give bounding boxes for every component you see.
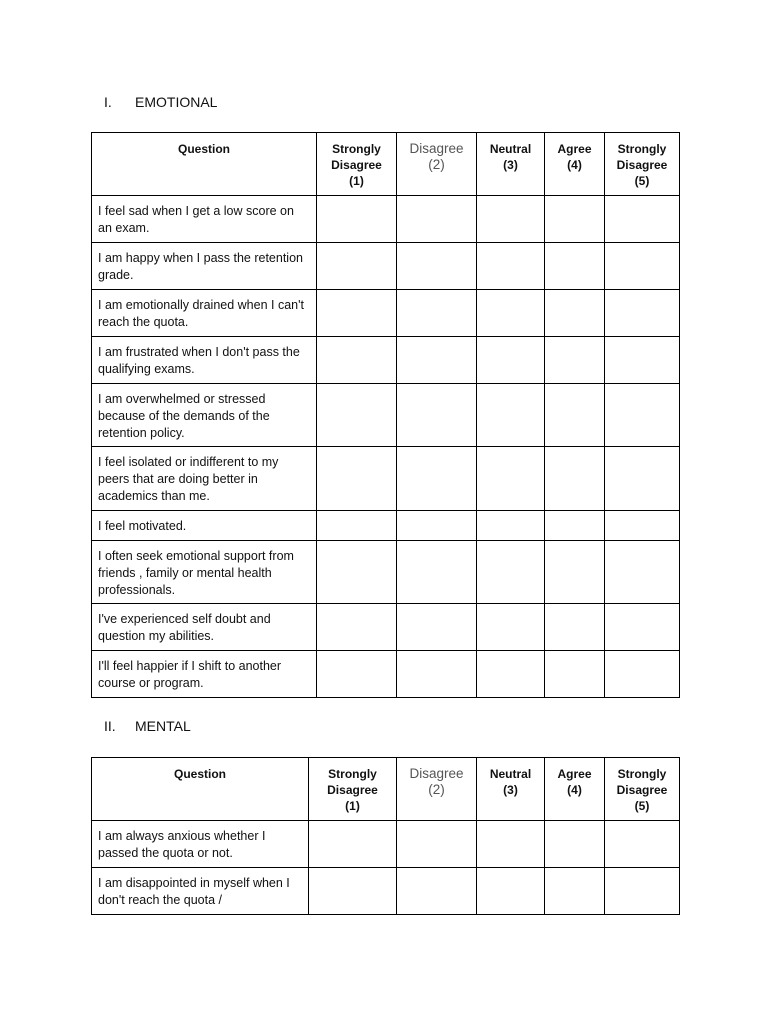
section-title: MENTAL bbox=[135, 718, 191, 734]
section-number: II. bbox=[104, 718, 116, 734]
response-cell-2[interactable] bbox=[397, 868, 477, 915]
response-cell-1[interactable] bbox=[317, 243, 397, 290]
table-row bbox=[92, 290, 680, 337]
response-cell-2[interactable] bbox=[397, 290, 477, 337]
strongly-disagree-1-header: Strongly Disagree (1) bbox=[309, 758, 397, 821]
table-row bbox=[92, 821, 680, 868]
response-cell-5[interactable] bbox=[605, 447, 680, 511]
strongly-disagree-5-header: Strongly Disagree (5) bbox=[605, 758, 680, 821]
response-cell-1[interactable] bbox=[317, 196, 397, 243]
table-row bbox=[92, 541, 680, 604]
response-cell-4[interactable] bbox=[545, 447, 605, 511]
table-row bbox=[92, 384, 680, 447]
response-cell-1[interactable] bbox=[317, 651, 397, 698]
agree-4-header: Agree (4) bbox=[545, 133, 605, 196]
response-cell-5[interactable] bbox=[605, 651, 680, 698]
response-cell-1[interactable] bbox=[309, 821, 397, 868]
response-cell-1[interactable] bbox=[309, 868, 397, 915]
question-text: I feel sad when I get a low score on an exam. bbox=[92, 196, 317, 243]
response-cell-4[interactable] bbox=[545, 651, 605, 698]
table-row bbox=[92, 651, 680, 698]
emotional-survey-table bbox=[91, 132, 680, 698]
response-cell-1[interactable] bbox=[317, 511, 397, 541]
response-cell-4[interactable] bbox=[545, 243, 605, 290]
response-cell-3[interactable] bbox=[477, 511, 545, 541]
response-cell-3[interactable] bbox=[477, 868, 545, 915]
response-cell-2[interactable] bbox=[397, 447, 477, 511]
response-cell-4[interactable] bbox=[545, 290, 605, 337]
strongly-disagree-1-header: Strongly Disagree (1) bbox=[317, 133, 397, 196]
disagree-2-header: Disagree (2) bbox=[397, 758, 477, 821]
question-column-header: Question bbox=[92, 133, 317, 196]
response-cell-2[interactable] bbox=[397, 384, 477, 447]
question-text: I am happy when I pass the retention grade. bbox=[92, 243, 317, 290]
response-cell-5[interactable] bbox=[605, 604, 680, 651]
response-cell-5[interactable] bbox=[605, 868, 680, 915]
response-cell-5[interactable] bbox=[605, 337, 680, 384]
response-cell-2[interactable] bbox=[397, 196, 477, 243]
response-cell-5[interactable] bbox=[605, 243, 680, 290]
neutral-3-header: Neutral (3) bbox=[477, 758, 545, 821]
response-cell-1[interactable] bbox=[317, 604, 397, 651]
response-cell-3[interactable] bbox=[477, 604, 545, 651]
response-cell-4[interactable] bbox=[545, 511, 605, 541]
response-cell-4[interactable] bbox=[545, 868, 605, 915]
response-cell-5[interactable] bbox=[605, 511, 680, 541]
section-heading-emotional bbox=[104, 94, 217, 110]
question-text: I often seek emotional support from friends , family or mental health professionals. bbox=[92, 541, 317, 604]
response-cell-5[interactable] bbox=[605, 384, 680, 447]
response-cell-3[interactable] bbox=[477, 541, 545, 604]
response-cell-4[interactable] bbox=[545, 821, 605, 868]
question-text: I am emotionally drained when I can't reach the quota. bbox=[92, 290, 317, 337]
response-cell-4[interactable] bbox=[545, 384, 605, 447]
response-cell-3[interactable] bbox=[477, 447, 545, 511]
response-cell-5[interactable] bbox=[605, 290, 680, 337]
disagree-2-header: Disagree (2) bbox=[397, 133, 477, 196]
table-row bbox=[92, 196, 680, 243]
table-row bbox=[92, 868, 680, 915]
mental-survey-table bbox=[91, 757, 680, 915]
section-number: I. bbox=[104, 94, 112, 110]
response-cell-4[interactable] bbox=[545, 196, 605, 243]
question-text: I feel motivated. bbox=[92, 511, 317, 541]
table-row bbox=[92, 604, 680, 651]
question-column-header: Question bbox=[92, 758, 309, 821]
response-cell-3[interactable] bbox=[477, 821, 545, 868]
response-cell-2[interactable] bbox=[397, 243, 477, 290]
response-cell-2[interactable] bbox=[397, 651, 477, 698]
table-header-row bbox=[92, 133, 680, 196]
table-row bbox=[92, 511, 680, 541]
response-cell-2[interactable] bbox=[397, 541, 477, 604]
response-cell-4[interactable] bbox=[545, 337, 605, 384]
response-cell-3[interactable] bbox=[477, 337, 545, 384]
response-cell-1[interactable] bbox=[317, 290, 397, 337]
response-cell-3[interactable] bbox=[477, 196, 545, 243]
response-cell-4[interactable] bbox=[545, 604, 605, 651]
response-cell-3[interactable] bbox=[477, 290, 545, 337]
response-cell-2[interactable] bbox=[397, 604, 477, 651]
response-cell-3[interactable] bbox=[477, 243, 545, 290]
question-text: I am frustrated when I don't pass the qualifying exams. bbox=[92, 337, 317, 384]
response-cell-2[interactable] bbox=[397, 337, 477, 384]
section-title: EMOTIONAL bbox=[135, 94, 218, 110]
response-cell-2[interactable] bbox=[397, 511, 477, 541]
question-text: I am always anxious whether I passed the quota or not. bbox=[92, 821, 309, 868]
response-cell-5[interactable] bbox=[605, 821, 680, 868]
question-text: I am disappointed in myself when I don't reach the quota / bbox=[92, 868, 309, 915]
response-cell-3[interactable] bbox=[477, 384, 545, 447]
response-cell-1[interactable] bbox=[317, 384, 397, 447]
response-cell-1[interactable] bbox=[317, 447, 397, 511]
response-cell-5[interactable] bbox=[605, 541, 680, 604]
section-heading-mental bbox=[104, 718, 191, 734]
table-header-row bbox=[92, 758, 680, 821]
response-cell-3[interactable] bbox=[477, 651, 545, 698]
question-text: I am overwhelmed or stressed because of the demands of the retention policy. bbox=[92, 384, 317, 447]
response-cell-1[interactable] bbox=[317, 337, 397, 384]
response-cell-4[interactable] bbox=[545, 541, 605, 604]
strongly-disagree-5-header: Strongly Disagree (5) bbox=[605, 133, 680, 196]
table-row bbox=[92, 337, 680, 384]
table-row bbox=[92, 243, 680, 290]
neutral-3-header: Neutral (3) bbox=[477, 133, 545, 196]
question-text: I'll feel happier if I shift to another course or program. bbox=[92, 651, 317, 698]
response-cell-1[interactable] bbox=[317, 541, 397, 604]
response-cell-2[interactable] bbox=[397, 821, 477, 868]
response-cell-5[interactable] bbox=[605, 196, 680, 243]
table-row bbox=[92, 447, 680, 511]
question-text: I feel isolated or indifferent to my peers that are doing better in academics than me. bbox=[92, 447, 317, 511]
question-text: I've experienced self doubt and question my abilities. bbox=[92, 604, 317, 651]
agree-4-header: Agree (4) bbox=[545, 758, 605, 821]
